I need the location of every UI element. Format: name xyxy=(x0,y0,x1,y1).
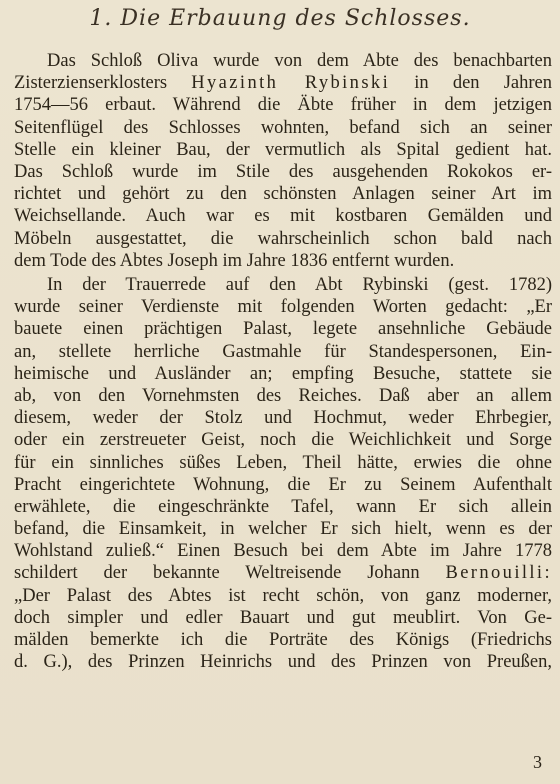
text-line: erwählete, die eingeschränkte Tafel, wann Er sich allein xyxy=(14,496,552,517)
traveler-name: Bernouilli: xyxy=(445,563,553,584)
text-line: wurde seiner Verdienste mit folgenden Worten gedacht: „Er xyxy=(14,297,552,318)
text-line: In der Trauerrede auf den Abt Rybinski (gest. 1782) xyxy=(47,275,552,295)
text-line: Pracht eingerichtete Wohnung, die Er zu Seinem Aufenthalt xyxy=(14,474,552,495)
text-line: Weichsellande. Auch war es mit kostbaren Gemälden und xyxy=(14,206,552,227)
text-line: Zisterzienserklosters Hyazinth Rybinski in den Jahren xyxy=(14,73,553,94)
text-line: befand, die Einsamkeit, in welcher Er sich hielt, wenn es der xyxy=(14,519,552,540)
text-line: oder ein zerstreueter Geist, noch die Weichlichkeit und Sorge xyxy=(14,430,552,451)
text-line: an, stellete herrliche Gastmahle für Standespersonen, Ein- xyxy=(14,341,552,362)
text-line: für ein sinnliches süßes Leben, Theil hätte, erwies die ohne xyxy=(14,452,552,473)
text-line: schildert der bekannte Weltreisende Johann Bernouilli: xyxy=(14,563,553,584)
text-line: richtet und gehört zu den schönsten Anlagen seiner Art im xyxy=(14,184,552,205)
text-line: d. G.), des Prinzen Heinrichs und des Prinzen von Preußen, xyxy=(14,652,552,673)
text-line: bauete einen prächtigen Palast, legete ansehnliche Gebäude xyxy=(14,319,552,340)
text-line: dem Tode des Abtes Joseph im Jahre 1836 entfernt wurden. xyxy=(14,250,455,271)
chapter-heading: 1. Die Erbauung des Schlosses. xyxy=(89,6,471,31)
abbot-name: Hyazinth Rybinski xyxy=(191,73,391,94)
page-number: 3 xyxy=(533,752,542,772)
text-line: ab, von den Vornehmsten des Reiches. Daß aber an allem xyxy=(14,385,552,406)
text-line: Seitenflügel des Schlosses wohnten, befand sich an seiner xyxy=(14,117,552,138)
text-line: doch simpler und edler Bauart und gut meublirt. Von Ge- xyxy=(14,607,552,628)
text-line: mälden bemerkte ich die Porträte des Königs (Friedrichs xyxy=(14,630,552,650)
text-line: diesem, weder der Stolz und Hochmut, weder Ehrbegier, xyxy=(14,408,552,429)
text-line: Das Schloß Oliva wurde von dem Abte des benachbarten xyxy=(47,51,552,71)
text-line: Wohlstand zuließ.“ Einen Besuch bei dem Abte im Jahre 1778 xyxy=(14,541,552,562)
text-line: Möbeln ausgestattet, die wahrscheinlich schon bald nach xyxy=(14,228,552,249)
text-line: heimische und Ausländer an; empfing Besuche, stattete sie xyxy=(14,363,552,384)
paragraph-1 xyxy=(14,50,552,272)
text-line: 1754—56 erbaut. Während die Äbte früher in dem jetzigen xyxy=(14,95,552,116)
text-line: „Der Palast des Abtes ist recht schön, von ganz moderner, xyxy=(14,585,552,606)
text-line: Stelle ein kleiner Bau, der vermutlich als Spital gedient hat. xyxy=(14,139,552,160)
paragraph-2 xyxy=(14,274,552,673)
text-line: Das Schloß wurde im Stile des ausgehenden Rokokos er- xyxy=(14,161,552,182)
